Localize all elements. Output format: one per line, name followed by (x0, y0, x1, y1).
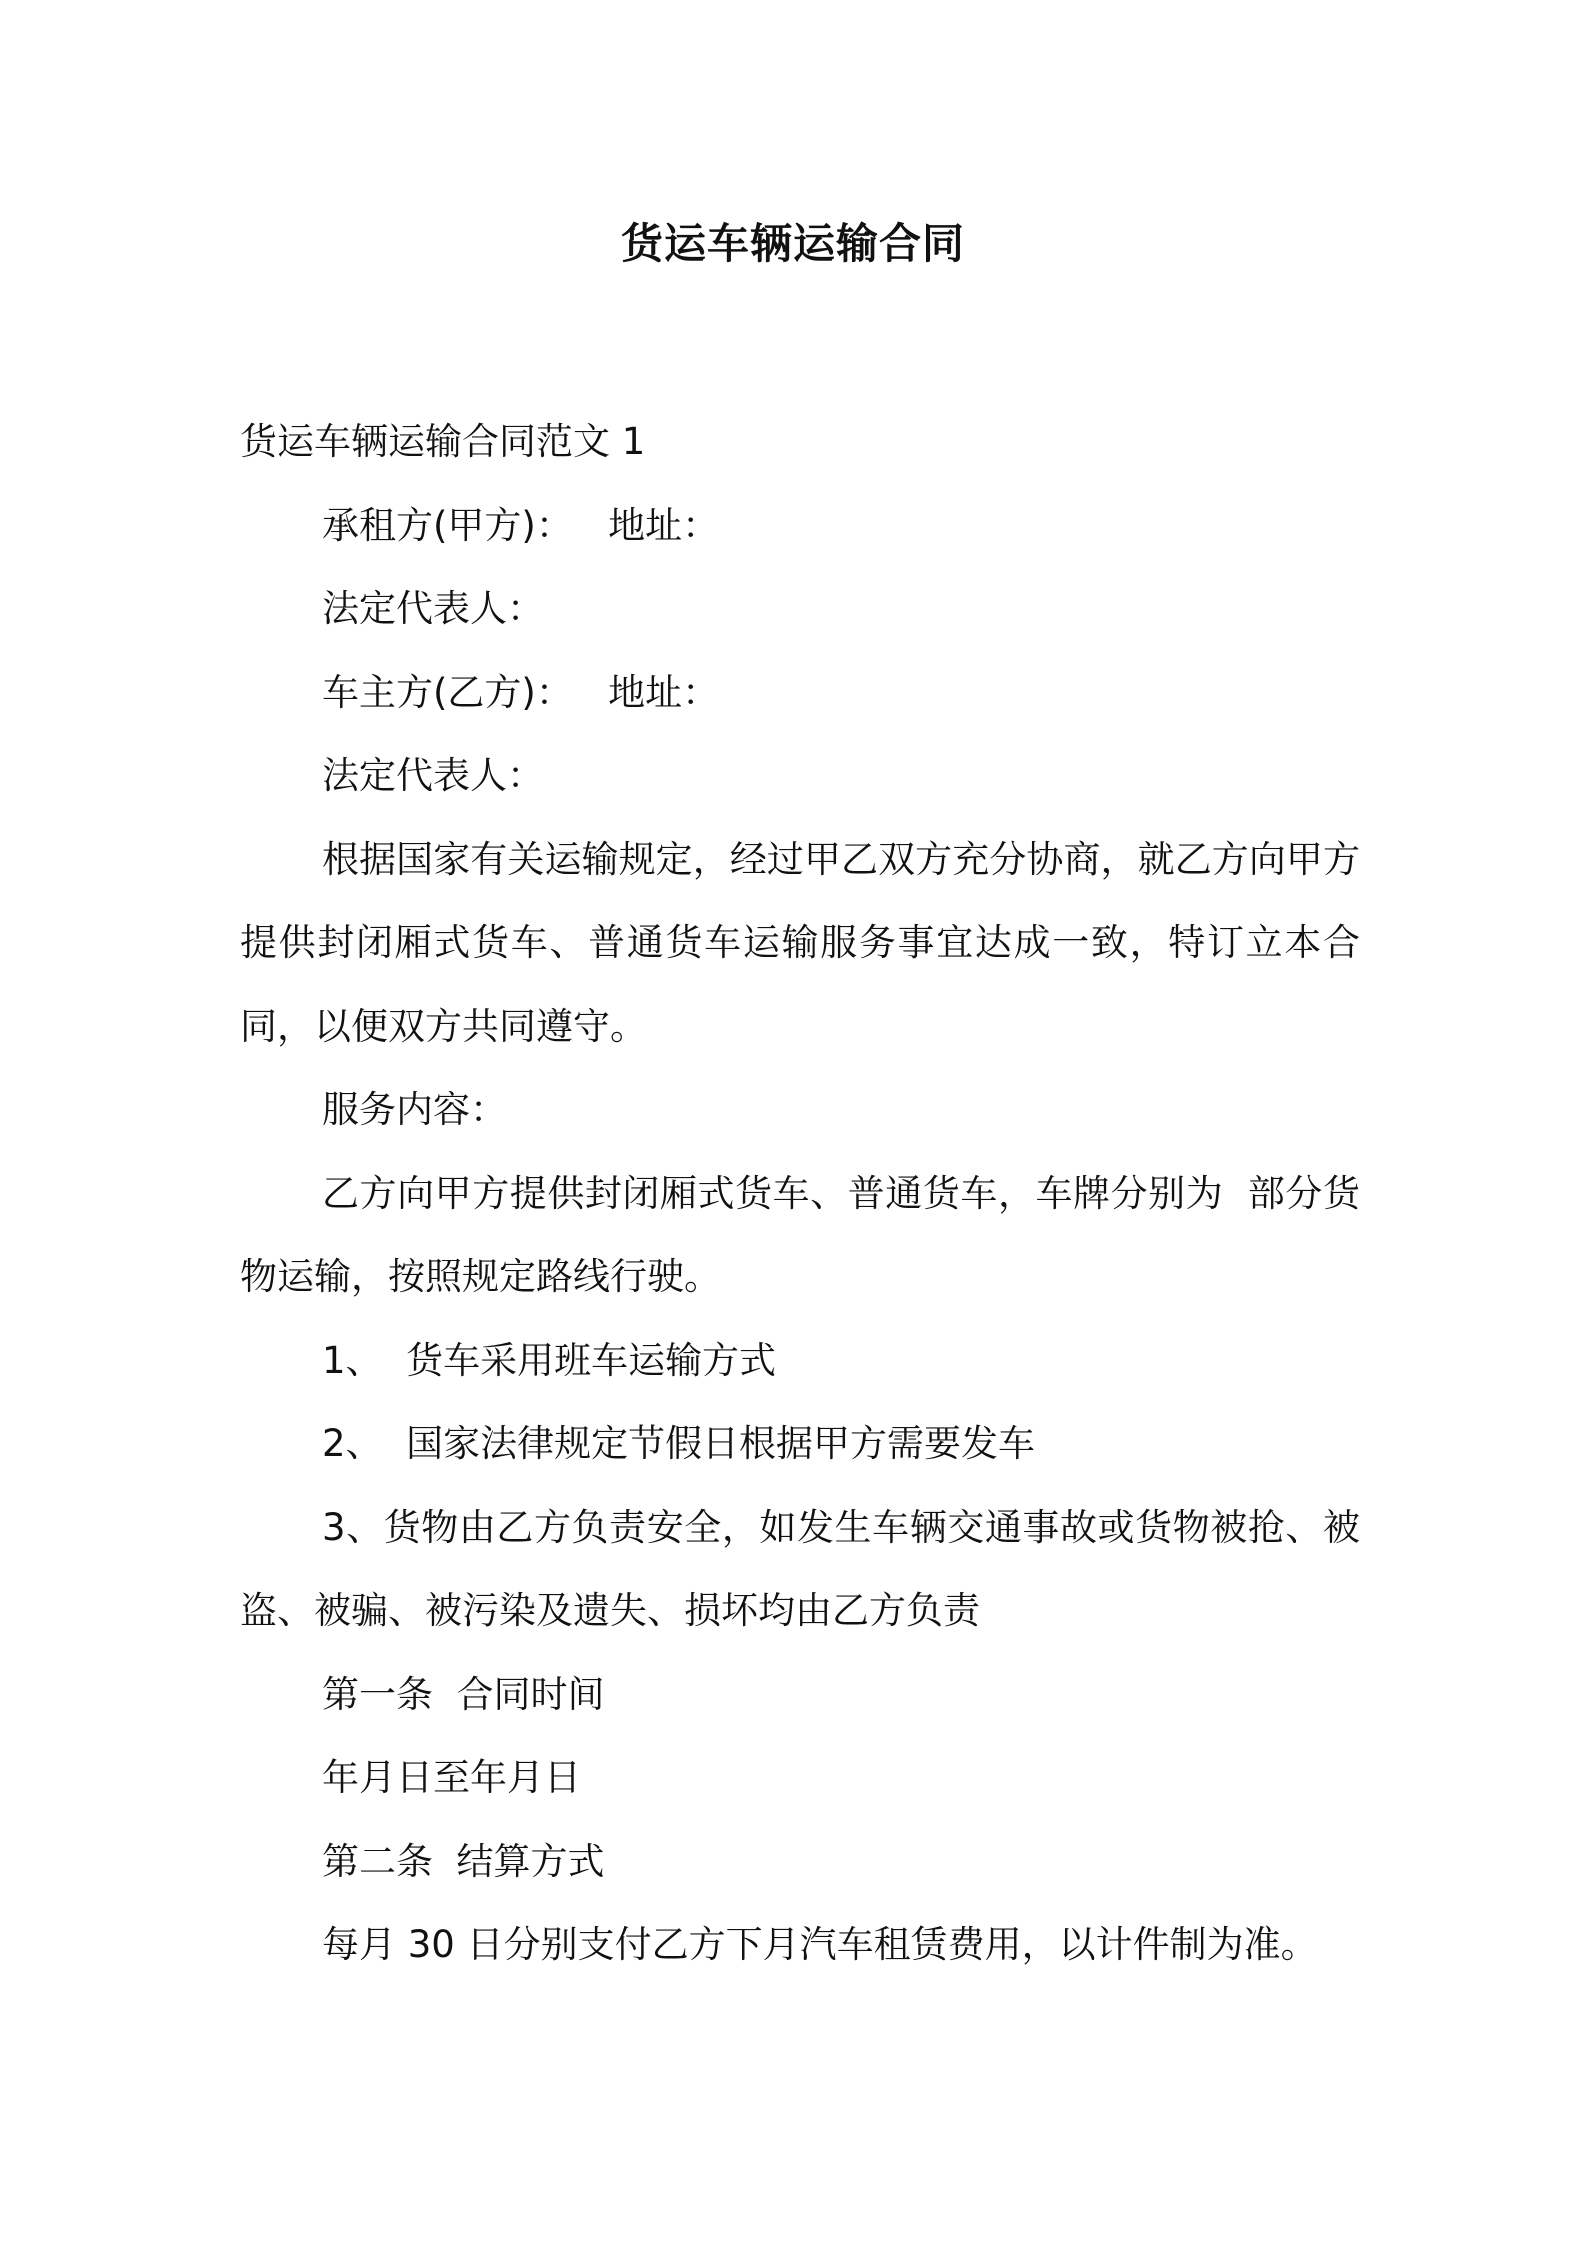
document-title: 货运车辆运输合同 (620, 219, 965, 268)
list-item-2: 2、 国家法律规定节假日根据甲方需要发车 (322, 1422, 1036, 1465)
party-b-line: 车主方(乙方)： 地址： (322, 670, 720, 714)
article-1-heading: 第一条 合同时间 (322, 1672, 605, 1716)
party-a-representative: 法定代表人： (322, 587, 544, 630)
list-item-3: 3、货物由乙方负责安全，如发生车辆交通事故或货物被抢、被盗、被骗、被污染及遗失、损坏均由乙方负责 (240, 1505, 1360, 1632)
article-1-content: 年月日至年月日 (322, 1756, 581, 1799)
document-body (240, 400, 1360, 1987)
service-content-heading: 服务内容： (322, 1088, 507, 1131)
section-heading: 货运车辆运输合同范文 1 (240, 420, 646, 463)
article-2-heading: 第二条 结算方式 (322, 1839, 605, 1883)
service-content-paragraph: 乙方向甲方提供封闭厢式货车、普通货车，车牌分别为 部分货物运输，按照规定路线行驶。 (240, 1171, 1360, 1298)
article-2-content: 每月 30 日分别支付乙方下月汽车租赁费用，以计件制为准。 (322, 1923, 1318, 1966)
party-a-line: 承租方(甲方)： 地址： (322, 503, 720, 547)
party-b-representative: 法定代表人： (322, 754, 544, 797)
preamble-paragraph: 根据国家有关运输规定，经过甲乙双方充分协商，就乙方向甲方提供封闭厢式货车、普通货车运输服务事宜达成一致，特订立本合同，以便双方共同遵守。 (240, 837, 1360, 1048)
list-item-1: 1、 货车采用班车运输方式 (322, 1338, 777, 1382)
